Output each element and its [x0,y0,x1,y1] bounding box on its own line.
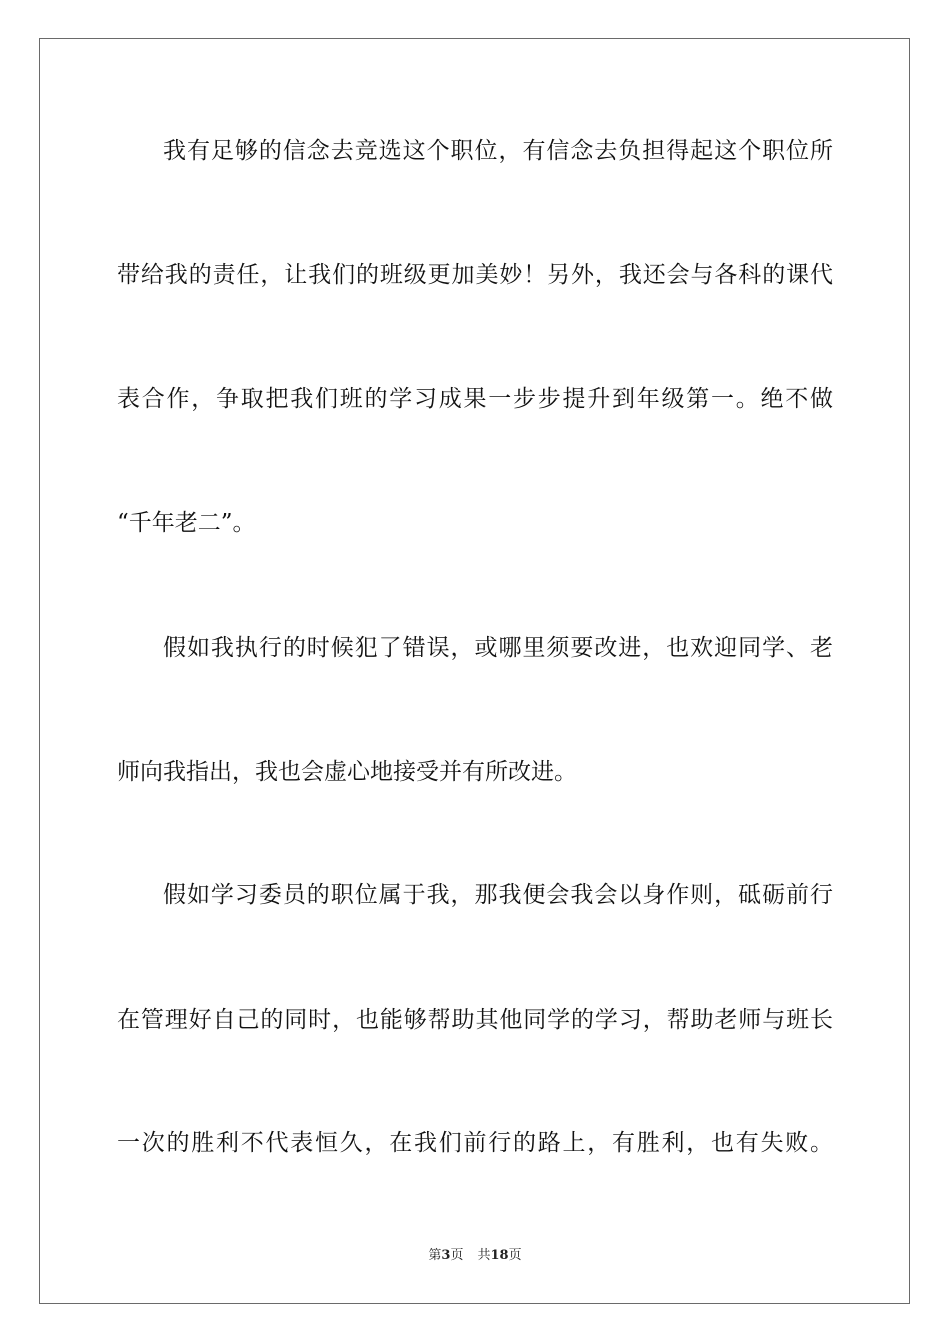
paragraph-3-line-2: 在管理好自己的同时，也能够帮助其他同学的学习，帮助老师与班长 [117,1007,833,1033]
paragraph-2-line-1: 假如我执行的时候犯了错误，或哪里须要改进，也欢迎同学、老 [163,635,833,661]
paragraph-3-line-3: 一次的胜利不代表恒久，在我们前行的路上，有胜利，也有失败。 [117,1130,833,1156]
page-suffix: 页 [450,1248,464,1263]
paragraph-1-line-3: 表合作，争取把我们班的学习成果一步步提升到年级第一。绝不做 [117,386,833,412]
total-prefix: 共 [477,1248,491,1263]
page-prefix: 第 [428,1248,442,1263]
total-suffix: 页 [508,1248,522,1263]
page-border [39,38,910,1304]
paragraph-1-line-4: “千年老二”。 [117,510,256,536]
total-pages: 18 [490,1248,509,1263]
page-number: 3 [441,1248,451,1263]
page-footer [0,1246,950,1266]
paragraph-1-line-1: 我有足够的信念去竞选这个职位，有信念去负担得起这个职位所 [163,138,833,164]
paragraph-1-line-2: 带给我的责任，让我们的班级更加美妙！另外，我还会与各科的课代 [117,262,833,288]
paragraph-3-line-1: 假如学习委员的职位属于我，那我便会我会以身作则，砥砺前行 [163,882,833,908]
paragraph-2-line-2: 师向我指出，我也会虚心地接受并有所改进。 [117,759,577,785]
